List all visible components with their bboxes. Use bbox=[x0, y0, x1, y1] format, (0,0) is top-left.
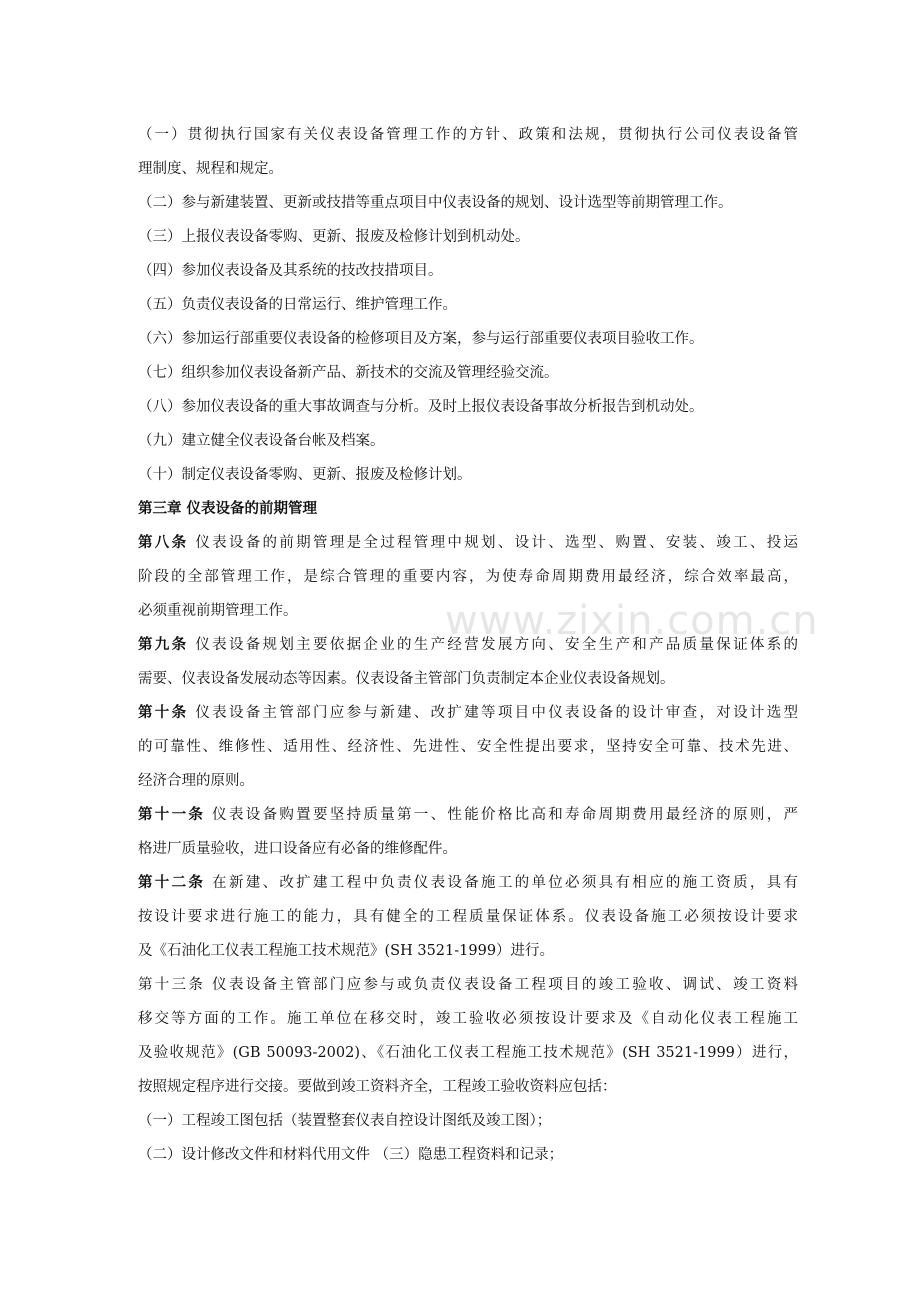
article-text: 仪表设备购置要坚持质量第一、性能价格比高和寿命周期费用最经济的原则，严 bbox=[205, 807, 799, 823]
duty-line: （十）制定仪表设备零购、更新、报废及检修计划。 bbox=[138, 467, 472, 483]
article-10-line-1 bbox=[138, 696, 798, 730]
document-body bbox=[138, 118, 819, 1172]
article-11-line-1 bbox=[138, 798, 798, 832]
duty-line: 理制度、规程和规定。 bbox=[138, 161, 283, 177]
article-label: 第九条 bbox=[138, 637, 189, 653]
article-13-line-4: 按照规定程序进行交接。要做到竣工资料齐全，工程竣工验收资料应包括： bbox=[138, 1079, 617, 1095]
article-12-line-2: 按设计要求进行施工的能力，具有健全的工程质量保证体系。仪表设备施工必须按设计要求 bbox=[138, 909, 798, 925]
article-text: 仪表设备主管部门应参与新建、改扩建等项目中仪表设备的设计审查，对设计选型 bbox=[188, 705, 799, 721]
article-text: 在新建、改扩建工程中负责仪表设备施工的单位必须具有相应的施工资质，具有 bbox=[205, 875, 799, 891]
duty-line: （二）参与新建装置、更新或技措等重点项目中仪表设备的规划、设计选型等前期管理工作。 bbox=[138, 195, 733, 211]
article-13-line-2: 移交等方面的工作。施工单位在移交时，竣工验收必须按设计要求及《自动化仪表工程施工 bbox=[138, 1011, 798, 1027]
article-13-line-5: （一）工程竣工图包括（装置整套仪表自控设计图纸及竣工图）； bbox=[138, 1113, 552, 1129]
article-8-line-3: 必须重视前期管理工作。 bbox=[138, 603, 298, 619]
article-label: 第十条 bbox=[138, 705, 189, 721]
article-13-line-6: （二）设计修改文件和材料代用文件 （三）隐患工程资料和记录； bbox=[138, 1147, 564, 1163]
duty-line: （一）贯彻执行国家有关仪表设备管理工作的方针、政策和法规，贯彻执行公司仪表设备管 bbox=[138, 127, 798, 143]
duty-line: （九）建立健全仪表设备台帐及档案。 bbox=[138, 433, 385, 449]
article-8-line-2: 阶段的全部管理工作，是综合管理的重要内容，为使寿命周期费用最经济，综合效率最高， bbox=[138, 569, 798, 585]
duty-line: （六）参加运行部重要仪表设备的检修项目及方案，参与运行部重要仪表项目验收工作。 bbox=[138, 331, 704, 347]
duty-line: （八）参加仪表设备的重大事故调查与分析。及时上报仪表设备事故分析报告到机动处。 bbox=[138, 399, 704, 415]
duty-line: （五）负责仪表设备的日常运行、维护管理工作。 bbox=[138, 297, 457, 313]
article-9-line-1 bbox=[138, 628, 798, 662]
article-10-line-2: 的可靠性、维修性、适用性、经济性、先进性、安全性提出要求，坚持安全可靠、技术先进、 bbox=[138, 739, 798, 755]
article-text: 仪表设备规划主要依据企业的生产经营发展方向、安全生产和产品质量保证体系的 bbox=[188, 637, 799, 653]
duty-line: （七）组织参加仪表设备新产品、新技术的交流及管理经验交流。 bbox=[138, 365, 559, 381]
article-12-line-1 bbox=[138, 866, 798, 900]
article-label: 第八条 bbox=[138, 535, 189, 551]
article-11-line-2: 格进厂质量验收，进口设备应有必备的维修配件。 bbox=[138, 841, 457, 857]
article-text: 仪表设备的前期管理是全过程管理中规划、设计、选型、购置、安装、竣工、投运 bbox=[188, 535, 799, 551]
article-9-line-2: 需要、仪表设备发展动态等因素。仪表设备主管部门负责制定本企业仪表设备规划。 bbox=[138, 671, 675, 687]
article-13-line-1: 第十三条 仪表设备主管部门应参与或负责仪表设备工程项目的竣工验收、调试、竣工资料 bbox=[138, 977, 798, 993]
chapter-heading: 第三章 仪表设备的前期管理 bbox=[138, 501, 318, 517]
article-10-line-3: 经济合理的原则。 bbox=[138, 773, 254, 789]
watermark: www.zixin.com.cn bbox=[445, 598, 819, 644]
article-13-line-3: 及验收规范》(GB 50093-2002)、《石油化工仪表工程施工技术规范》(SH 3521-1999）进行， bbox=[138, 1045, 798, 1061]
article-12-line-3: 及《石油化工仪表工程施工技术规范》(SH 3521-1999）进行。 bbox=[138, 943, 555, 959]
article-label: 第十二条 bbox=[138, 875, 206, 891]
article-8-line-1 bbox=[138, 526, 798, 560]
duty-line: （四）参加仪表设备及其系统的技改技措项目。 bbox=[138, 263, 443, 279]
article-label: 第十一条 bbox=[138, 807, 206, 823]
duty-line: （三）上报仪表设备零购、更新、报废及检修计划到机动处。 bbox=[138, 229, 530, 245]
